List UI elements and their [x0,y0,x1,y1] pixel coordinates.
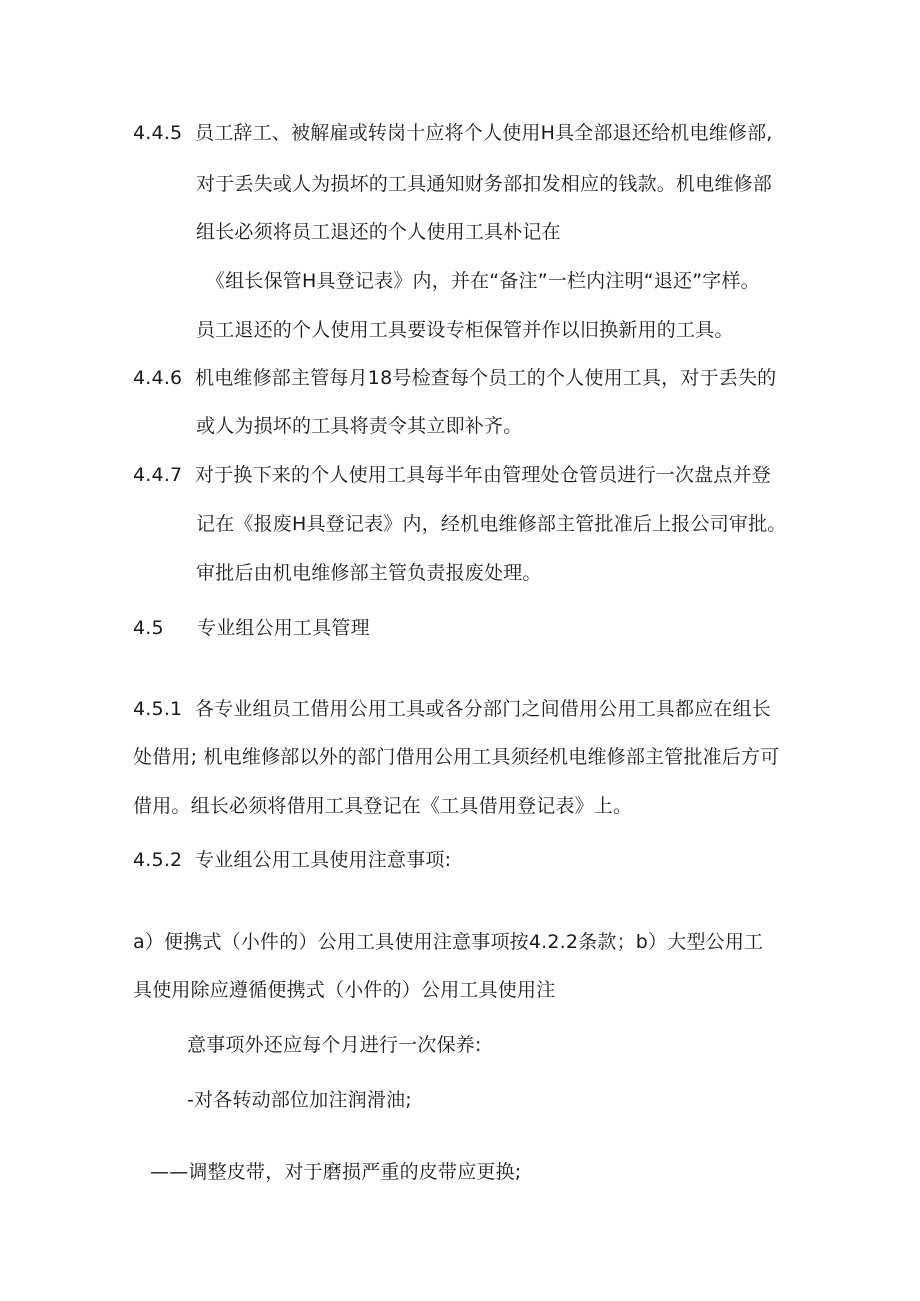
paragraph-text: 各专业组员工借用公用工具或各分部门之间借用公用工具都应在组长 [195,698,772,720]
section-4-4-5-line-1 [133,121,773,145]
paragraph-text: 对于换下来的个人使用工具每半年由管理处仓管员进行一次盘点并登 [195,464,772,486]
item-b-line-2: 意事项外还应每个月进行一次保养: [187,1034,482,1056]
section-4-4-5-line-4: 《组长保管H具登记表》内，并在“备注”一栏内注明“退还”字样。 [206,270,760,292]
paragraph-text: 机电维修部主管每月18号检查每个员工的个人使用工具，对于丢失的 [195,367,777,389]
maintenance-step-lubricate: -对各转动部位加注润滑油; [187,1089,412,1111]
section-number: 4.4.6 [133,367,183,389]
section-4-5-heading [133,616,370,640]
section-number: 4.5.1 [133,698,183,720]
section-number: 4.4.5 [133,122,183,144]
section-4-4-5-line-2: 对于丢失或人为损坏的工具通知财务部扣发相应的钱款。机电维修部 [196,173,773,195]
section-title: 专业组公用工具使用注意事项: [195,849,452,871]
section-4-4-5-line-3: 组长必须将员工退还的个人使用工具朴记在 [196,221,561,243]
section-title: 专业组公用工具管理 [197,617,370,639]
section-4-4-7-line-2: 记在《报废H具登记表》内，经机电维修部主管批准后上报公司审批。 [196,513,787,535]
item-b-line-1: 具使用除应遵循便携式（小件的）公用工具使用注 [133,979,556,1001]
section-4-4-7-line-3: 审批后由机电维修部主管负责报废处理。 [196,562,542,584]
section-4-5-1-line-2: 处借用; 机电维修部以外的部门借用公用工具须经机电维修部主管批准后方可 [133,746,780,768]
item-a-line-1: a）便携式（小件的）公用工具使用注意事项按4.2.2条款；b）大型公用工 [133,931,764,953]
section-4-4-6-line-2: 或人为损坏的工具将责令其立即补齐。 [196,415,523,437]
section-4-5-1-line-1 [133,697,771,721]
section-number: 4.5 [133,617,164,639]
section-number: 4.4.7 [133,464,183,486]
section-number: 4.5.2 [133,849,183,871]
section-4-5-1-line-3: 借用。组长必须将借用工具登记在《工具借用登记表》上。 [133,795,633,817]
section-4-4-6-line-1 [133,366,776,390]
section-4-5-2-heading [133,848,451,872]
section-4-4-7-line-1 [133,463,771,487]
paragraph-text: 员工辞工、被解雇或转岗十应将个人使用H具全部退还给机电维修部, [195,122,773,144]
maintenance-step-belt: ——调整皮带，对于磨损严重的皮带应更换; [150,1161,522,1183]
section-4-4-5-line-5: 员工退还的个人使用工具要设专柜保管并作以旧换新用的工具。 [196,319,734,341]
